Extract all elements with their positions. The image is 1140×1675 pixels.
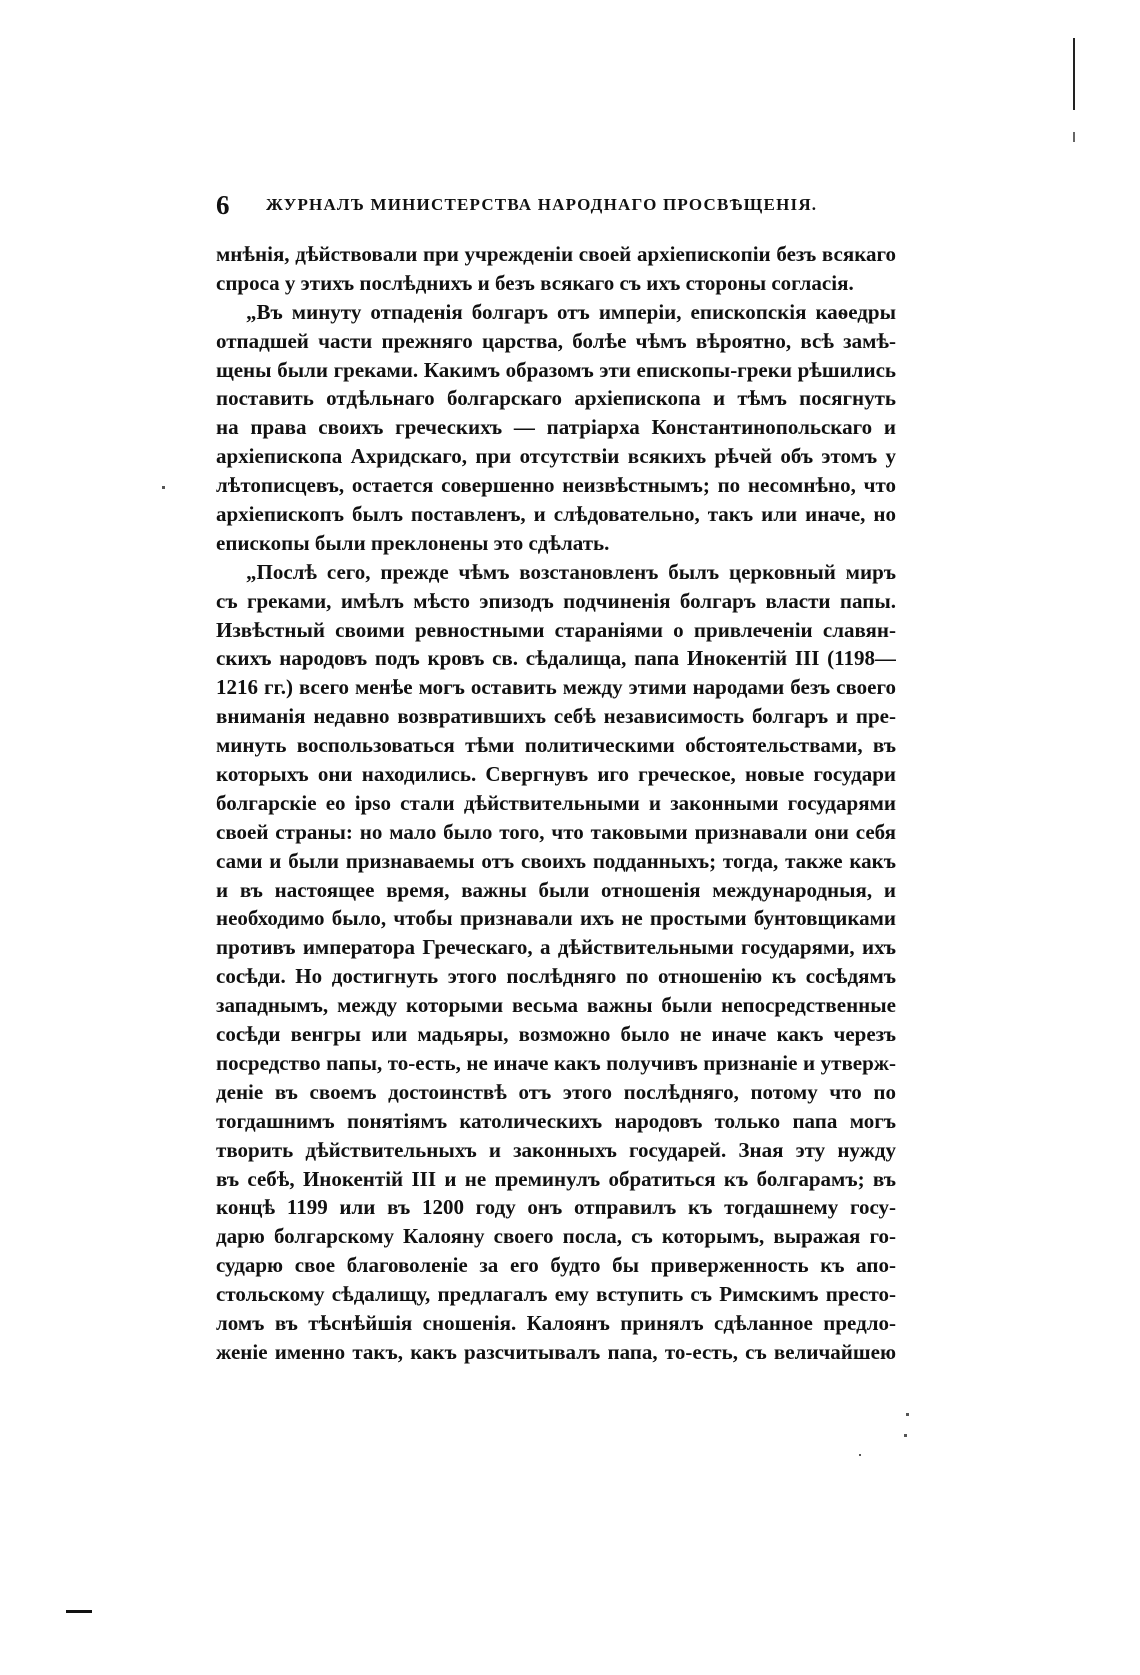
text-line: которыхъ они находились. Свергнувъ иго греческое, новые государи xyxy=(216,762,896,787)
text-line: сударю свое благоволеніе за его будто бы приверженность къ апо- xyxy=(216,1253,896,1278)
scan-speck xyxy=(859,1454,861,1456)
text-line: необходимо было, чтобы признавали ихъ не простыми бунтовщиками xyxy=(216,906,896,931)
text-line: и въ настоящее время, важны были отношенія международныя, и xyxy=(216,877,896,902)
text-line: скихъ народовъ подъ кровъ св. сѣдалища, папа Инокентій III (1198— xyxy=(216,646,896,671)
text-line: деніе въ своемъ достоинствѣ отъ этого послѣдняго, потому что по xyxy=(216,1079,896,1104)
scan-edge-mark xyxy=(1073,132,1075,142)
text-line: женіе именно такъ, какъ разсчитывалъ папа, то-есть, съ величайшею xyxy=(216,1339,896,1364)
text-line: отпадшей части прежняго царства, болѣе чѣмъ вѣроятно, всѣ замѣ- xyxy=(216,328,896,353)
text-line: сосѣди венгры или мадьяры, возможно было не иначе какъ черезъ xyxy=(216,1022,896,1047)
text-line: концѣ 1199 или въ 1200 году онъ отправилъ къ тогдашнему госу- xyxy=(216,1195,896,1220)
text-line: своей страны: но мало было того, что таковыми признавали они себя xyxy=(216,819,896,844)
text-line: въ себѣ, Инокентій III и не преминулъ обратиться къ болгарамъ; въ xyxy=(216,1166,896,1191)
text-line: стольскому сѣдалищу, предлагалъ ему вступить съ Римскимъ престо- xyxy=(216,1282,896,1307)
scan-speck xyxy=(904,1434,907,1437)
page-header xyxy=(216,190,896,220)
text-line: ломъ въ тѣснѣйшія сношенія. Калоянъ принялъ сдѣланное предло- xyxy=(216,1310,896,1335)
text-line: западнымъ, между которыми весьма важны были непосредственные xyxy=(216,993,896,1018)
text-line: съ греками, имѣлъ мѣсто эпизодъ подчиненія болгаръ власти папы. xyxy=(216,588,896,613)
text-line: Извѣстный своими ревностными стараніями о привлеченіи славян- xyxy=(216,617,896,642)
body-text xyxy=(216,240,896,1367)
text-line: 1216 гг.) всего менѣе могъ оставить между этими народами безъ своего xyxy=(216,675,896,700)
scan-speck xyxy=(906,1413,909,1416)
running-head: ЖУРНАЛЪ МИНИСТЕРСТВА НАРОДНАГО ПРОСВѢЩЕНІЯ. xyxy=(266,195,818,214)
text-line: тогдашнимъ понятіямъ католическихъ народовъ только папа могъ xyxy=(216,1108,896,1133)
text-line: спроса у этихъ послѣднихъ и безъ всякаго съ ихъ стороны согласія. xyxy=(216,270,854,295)
text-line: болгарскіе eo ipso стали дѣйствительными и законными государями xyxy=(216,790,896,815)
text-line: щены были греками. Какимъ образомъ эти епископы-греки рѣшились xyxy=(216,357,896,382)
text-line: „Въ минуту отпаденія болгаръ отъ имперіи, епископскія каѳедры xyxy=(246,299,896,324)
text-line: сами и были признаваемы отъ своихъ подданныхъ; тогда, также какъ xyxy=(216,848,896,873)
text-line: поставить отдѣльнаго болгарскаго архіепископа и тѣмъ посягнуть xyxy=(216,386,896,411)
scan-edge-line xyxy=(1073,38,1075,110)
text-line: епископы были преклонены это сдѣлать. xyxy=(216,530,610,555)
text-line: вниманія недавно возвратившихъ себѣ независимость болгаръ и пре- xyxy=(216,704,896,729)
text-line: дарю болгарскому Калояну своего посла, съ которымъ, выражая го- xyxy=(216,1224,896,1249)
text-line: посредство папы, то-есть, не иначе какъ получивъ признаніе и утверж- xyxy=(216,1050,896,1075)
text-line: архіепископъ былъ поставленъ, и слѣдовательно, такъ или иначе, но xyxy=(216,502,896,527)
text-line: мнѣнія, дѣйствовали при учрежденіи своей архіепископіи безъ всякаго xyxy=(216,242,896,266)
text-line: „Послѣ сего, прежде чѣмъ возстановленъ былъ церковный миръ xyxy=(246,559,896,584)
scan-speck xyxy=(162,486,165,489)
scan-margin-mark xyxy=(66,1610,92,1613)
text-line: на права своихъ греческихъ — патріарха Константинопольскаго и xyxy=(216,415,896,440)
text-line: лѣтописцевъ, остается совершенно неизвѣстнымъ; по несомнѣно, что xyxy=(216,473,896,498)
text-line: творить дѣйствительныхъ и законныхъ государей. Зная эту нужду xyxy=(216,1137,896,1162)
page-number: 6 xyxy=(216,190,230,220)
text-line: противъ императора Греческаго, а дѣйствительными государями, ихъ xyxy=(216,935,896,960)
text-line: сосѣди. Но достигнуть этого послѣдняго по отношенію къ сосѣдямъ xyxy=(216,964,896,989)
text-line: минуть воспользоваться тѣми политическими обстоятельствами, въ xyxy=(216,733,896,758)
text-line: архіепископа Ахридскаго, при отсутствіи всякихъ рѣчей объ этомъ у xyxy=(216,444,896,469)
